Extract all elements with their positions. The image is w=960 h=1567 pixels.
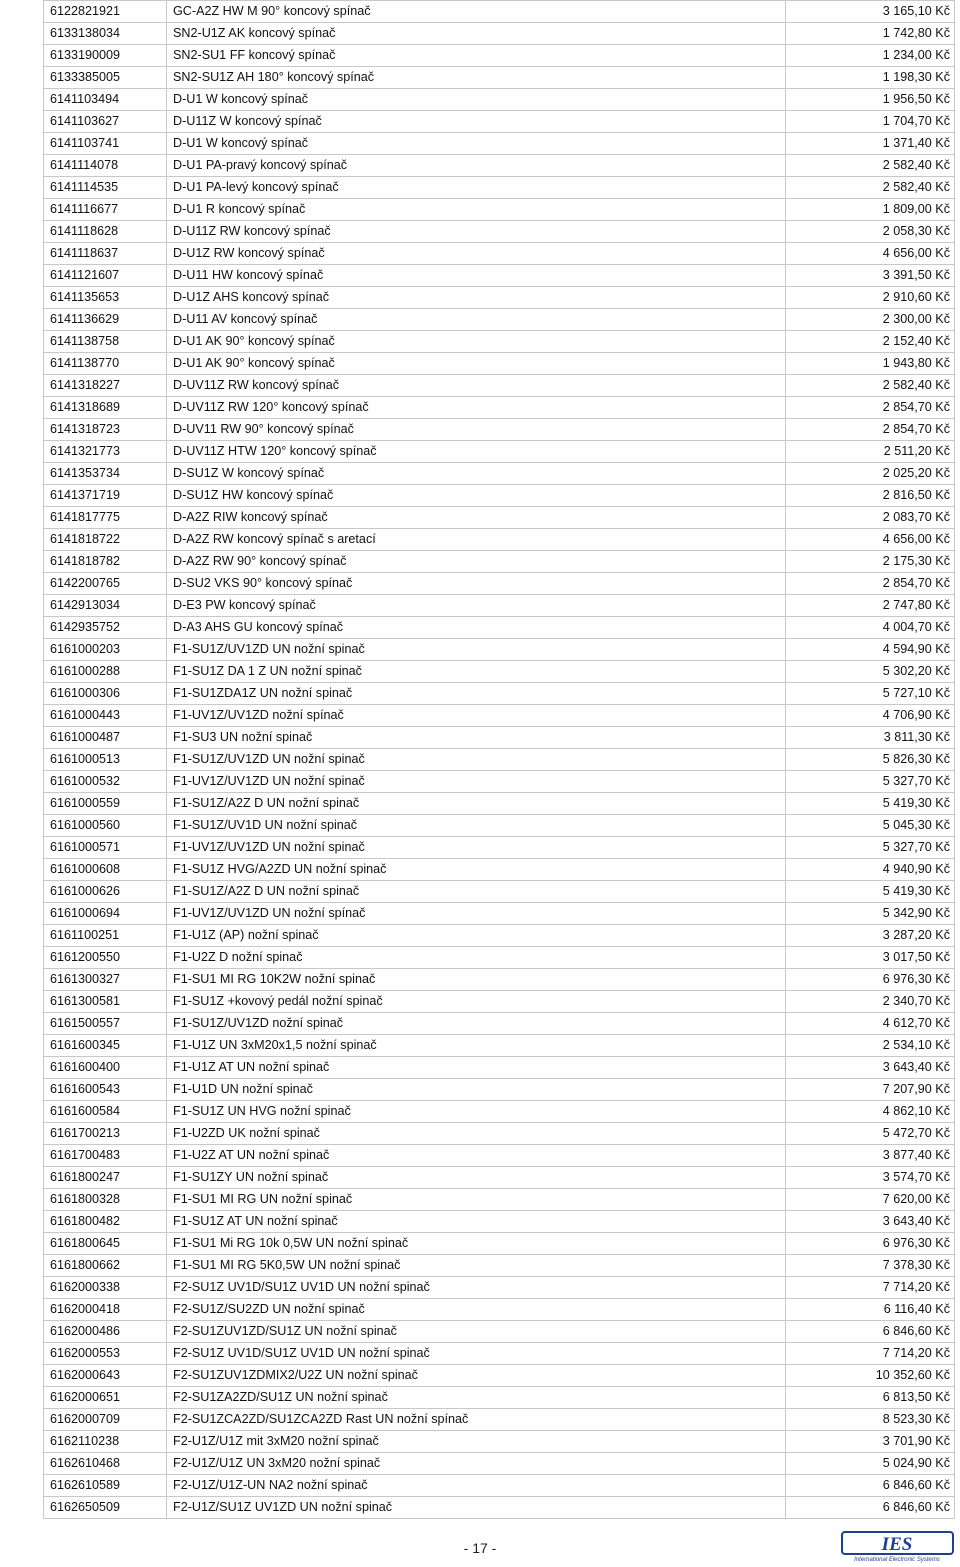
product-description-cell: F1-SU1Z/A2Z D UN nožní spinač xyxy=(167,793,786,815)
product-price-cell: 7 714,20 Kč xyxy=(786,1343,955,1365)
table-row xyxy=(44,991,955,1013)
product-price-cell: 7 714,20 Kč xyxy=(786,1277,955,1299)
product-description-cell: D-U11 AV koncový spínač xyxy=(167,309,786,331)
product-description-cell: F1-SU1Z/UV1ZD UN nožní spinač xyxy=(167,639,786,661)
product-description-cell: F1-SU1 MI RG 5K0,5W UN nožní spinač xyxy=(167,1255,786,1277)
product-description-cell: SN2-SU1 FF koncový spínač xyxy=(167,45,786,67)
product-code-cell: 6161000608 xyxy=(44,859,167,881)
product-code-cell: 6141818782 xyxy=(44,551,167,573)
table-row xyxy=(44,1299,955,1321)
product-code-cell: 6161000487 xyxy=(44,727,167,749)
table-row xyxy=(44,23,955,45)
product-description-cell: D-U11Z W koncový spínač xyxy=(167,111,786,133)
product-price-cell: 5 045,30 Kč xyxy=(786,815,955,837)
product-code-cell: 6133190009 xyxy=(44,45,167,67)
table-row xyxy=(44,485,955,507)
product-code-cell: 6161000626 xyxy=(44,881,167,903)
table-row xyxy=(44,1035,955,1057)
product-description-cell: F1-SU1Z/UV1D UN nožní spinač xyxy=(167,815,786,837)
table-row xyxy=(44,155,955,177)
product-price-cell: 3 391,50 Kč xyxy=(786,265,955,287)
table-row xyxy=(44,837,955,859)
product-price-cell: 5 024,90 Kč xyxy=(786,1453,955,1475)
product-code-cell: 6141118637 xyxy=(44,243,167,265)
product-price-cell: 4 004,70 Kč xyxy=(786,617,955,639)
product-code-cell: 6161300581 xyxy=(44,991,167,1013)
table-row xyxy=(44,265,955,287)
table-row xyxy=(44,1167,955,1189)
product-description-cell: F2-SU1Z UV1D/SU1Z UV1D UN nožní spinač xyxy=(167,1277,786,1299)
product-code-cell: 6162610468 xyxy=(44,1453,167,1475)
table-row xyxy=(44,1497,955,1519)
product-description-cell: F2-SU1ZCA2ZD/SU1ZCA2ZD Rast UN nožní spínač xyxy=(167,1409,786,1431)
product-description-cell: F2-SU1ZUV1ZDMIX2/U2Z UN nožní spinač xyxy=(167,1365,786,1387)
product-price-cell: 7 378,30 Kč xyxy=(786,1255,955,1277)
product-description-cell: D-U1 R koncový spínač xyxy=(167,199,786,221)
product-code-cell: 6162110238 xyxy=(44,1431,167,1453)
table-row xyxy=(44,969,955,991)
product-description-cell: D-SU1Z HW koncový spínač xyxy=(167,485,786,507)
product-description-cell: F1-U1Z (AP) nožní spinač xyxy=(167,925,786,947)
product-description-cell: F2-SU1ZA2ZD/SU1Z UN nožní spinač xyxy=(167,1387,786,1409)
table-row xyxy=(44,507,955,529)
table-row xyxy=(44,771,955,793)
product-price-cell: 2 854,70 Kč xyxy=(786,573,955,595)
product-price-cell: 5 327,70 Kč xyxy=(786,771,955,793)
product-code-cell: 6133138034 xyxy=(44,23,167,45)
logo-text: IES xyxy=(881,1534,913,1555)
product-code-cell: 6141114078 xyxy=(44,155,167,177)
product-code-cell: 6141136629 xyxy=(44,309,167,331)
table-row xyxy=(44,683,955,705)
table-row xyxy=(44,177,955,199)
product-code-cell: 6161700213 xyxy=(44,1123,167,1145)
product-price-cell: 4 940,90 Kč xyxy=(786,859,955,881)
product-description-cell: D-U11Z RW koncový spínač xyxy=(167,221,786,243)
product-code-cell: 6161500557 xyxy=(44,1013,167,1035)
product-price-cell: 5 419,30 Kč xyxy=(786,881,955,903)
product-code-cell: 6162000486 xyxy=(44,1321,167,1343)
product-price-cell: 2 854,70 Kč xyxy=(786,397,955,419)
product-description-cell: F1-SU3 UN nožní spinač xyxy=(167,727,786,749)
table-row xyxy=(44,133,955,155)
product-code-cell: 6161000203 xyxy=(44,639,167,661)
product-code-cell: 6141371719 xyxy=(44,485,167,507)
product-description-cell: F2-U1Z/U1Z UN 3xM20 nožní spinač xyxy=(167,1453,786,1475)
product-price-cell: 7 620,00 Kč xyxy=(786,1189,955,1211)
product-description-cell: F2-SU1ZUV1ZD/SU1Z UN nožní spinač xyxy=(167,1321,786,1343)
product-code-cell: 6162000338 xyxy=(44,1277,167,1299)
product-description-cell: D-U1 PA-pravý koncový spínač xyxy=(167,155,786,177)
product-price-cell: 3 643,40 Kč xyxy=(786,1057,955,1079)
product-code-cell: 6161000513 xyxy=(44,749,167,771)
product-description-cell: SN2-SU1Z AH 180° koncový spínač xyxy=(167,67,786,89)
product-description-cell: D-SU2 VKS 90° koncový spínač xyxy=(167,573,786,595)
product-price-cell: 6 116,40 Kč xyxy=(786,1299,955,1321)
product-price-cell: 2 582,40 Kč xyxy=(786,375,955,397)
product-description-cell: F2-SU1Z UV1D/SU1Z UV1D UN nožní spinač xyxy=(167,1343,786,1365)
product-description-cell: SN2-U1Z AK koncový spínač xyxy=(167,23,786,45)
table-row xyxy=(44,111,955,133)
table-row xyxy=(44,287,955,309)
table-row xyxy=(44,639,955,661)
product-description-cell: D-U1 W koncový spínač xyxy=(167,89,786,111)
product-description-cell: D-E3 PW koncový spínač xyxy=(167,595,786,617)
table-row xyxy=(44,309,955,331)
product-code-cell: 6161800247 xyxy=(44,1167,167,1189)
product-code-cell: 6141118628 xyxy=(44,221,167,243)
product-code-cell: 6141116677 xyxy=(44,199,167,221)
product-code-cell: 6161000560 xyxy=(44,815,167,837)
product-description-cell: F1-SU1Z/UV1ZD UN nožní spinač xyxy=(167,749,786,771)
product-description-cell: D-U1 AK 90° koncový spínač xyxy=(167,331,786,353)
table-row xyxy=(44,1101,955,1123)
product-code-cell: 6161600584 xyxy=(44,1101,167,1123)
product-code-cell: 6162610589 xyxy=(44,1475,167,1497)
product-code-cell: 6141321773 xyxy=(44,441,167,463)
product-price-cell: 2 340,70 Kč xyxy=(786,991,955,1013)
product-price-cell: 2 582,40 Kč xyxy=(786,177,955,199)
product-description-cell: D-A3 AHS GU koncový spínač xyxy=(167,617,786,639)
product-price-cell: 2 511,20 Kč xyxy=(786,441,955,463)
product-price-cell: 1 956,50 Kč xyxy=(786,89,955,111)
table-row xyxy=(44,661,955,683)
product-description-cell: D-A2Z RW 90° koncový spínač xyxy=(167,551,786,573)
table-row xyxy=(44,441,955,463)
product-price-cell: 1 198,30 Kč xyxy=(786,67,955,89)
table-row xyxy=(44,1079,955,1101)
table-row xyxy=(44,45,955,67)
product-price-cell: 4 612,70 Kč xyxy=(786,1013,955,1035)
table-row xyxy=(44,1321,955,1343)
table-row xyxy=(44,749,955,771)
product-price-cell: 4 594,90 Kč xyxy=(786,639,955,661)
table-row xyxy=(44,1145,955,1167)
product-price-cell: 2 083,70 Kč xyxy=(786,507,955,529)
table-row xyxy=(44,925,955,947)
product-code-cell: 6161000306 xyxy=(44,683,167,705)
page-number: - 17 - xyxy=(463,1540,497,1556)
product-price-cell: 6 846,60 Kč xyxy=(786,1321,955,1343)
product-code-cell: 6161000443 xyxy=(44,705,167,727)
product-price-cell: 6 813,50 Kč xyxy=(786,1387,955,1409)
product-price-cell: 6 976,30 Kč xyxy=(786,969,955,991)
product-code-cell: 6141318227 xyxy=(44,375,167,397)
product-code-cell: 6161000559 xyxy=(44,793,167,815)
product-code-cell: 6162000418 xyxy=(44,1299,167,1321)
product-price-cell: 2 854,70 Kč xyxy=(786,419,955,441)
product-price-cell: 3 574,70 Kč xyxy=(786,1167,955,1189)
product-price-cell: 4 656,00 Kč xyxy=(786,243,955,265)
product-code-cell: 6141318689 xyxy=(44,397,167,419)
product-description-cell: D-U1Z RW koncový spínač xyxy=(167,243,786,265)
table-row xyxy=(44,1453,955,1475)
product-code-cell: 6133385005 xyxy=(44,67,167,89)
product-price-cell: 4 862,10 Kč xyxy=(786,1101,955,1123)
table-row xyxy=(44,1189,955,1211)
product-price-cell: 2 816,50 Kč xyxy=(786,485,955,507)
table-row xyxy=(44,331,955,353)
product-price-cell: 2 582,40 Kč xyxy=(786,155,955,177)
product-price-cell: 2 058,30 Kč xyxy=(786,221,955,243)
table-row xyxy=(44,793,955,815)
product-code-cell: 6161000532 xyxy=(44,771,167,793)
product-price-cell: 5 727,10 Kč xyxy=(786,683,955,705)
product-description-cell: F2-SU1Z/SU2ZD UN nožní spinač xyxy=(167,1299,786,1321)
table-row xyxy=(44,1409,955,1431)
table-row xyxy=(44,1013,955,1035)
table-row xyxy=(44,1,955,23)
product-code-cell: 6141103494 xyxy=(44,89,167,111)
table-row xyxy=(44,551,955,573)
product-description-cell: F1-UV1Z/UV1ZD nožní spínač xyxy=(167,705,786,727)
product-description-cell: D-UV11Z HTW 120° koncový spínač xyxy=(167,441,786,463)
product-description-cell: D-U11 HW koncový spínač xyxy=(167,265,786,287)
product-code-cell: 6162000709 xyxy=(44,1409,167,1431)
product-code-cell: 6162000643 xyxy=(44,1365,167,1387)
product-price-cell: 5 472,70 Kč xyxy=(786,1123,955,1145)
product-description-cell: F1-U2Z D nožní spinač xyxy=(167,947,786,969)
product-description-cell: D-U1Z AHS koncový spínač xyxy=(167,287,786,309)
product-price-cell: 6 846,60 Kč xyxy=(786,1475,955,1497)
product-description-cell: F1-U1Z UN 3xM20x1,5 nožní spinač xyxy=(167,1035,786,1057)
product-description-cell: D-UV11 RW 90° koncový spínač xyxy=(167,419,786,441)
product-price-cell: 5 327,70 Kč xyxy=(786,837,955,859)
table-row xyxy=(44,705,955,727)
table-row xyxy=(44,89,955,111)
product-price-cell: 2 747,80 Kč xyxy=(786,595,955,617)
product-price-cell: 1 943,80 Kč xyxy=(786,353,955,375)
product-code-cell: 6141114535 xyxy=(44,177,167,199)
product-price-cell: 3 643,40 Kč xyxy=(786,1211,955,1233)
table-row xyxy=(44,1123,955,1145)
product-description-cell: F1-UV1Z/UV1ZD UN nožní spinač xyxy=(167,771,786,793)
table-row xyxy=(44,1365,955,1387)
table-row xyxy=(44,947,955,969)
product-description-cell: D-U1 W koncový spínač xyxy=(167,133,786,155)
table-row xyxy=(44,595,955,617)
product-code-cell: 6141103627 xyxy=(44,111,167,133)
product-code-cell: 6161800482 xyxy=(44,1211,167,1233)
product-code-cell: 6161600543 xyxy=(44,1079,167,1101)
product-code-cell: 6161300327 xyxy=(44,969,167,991)
product-code-cell: 6141103741 xyxy=(44,133,167,155)
product-code-cell: 6141318723 xyxy=(44,419,167,441)
product-code-cell: 6141817775 xyxy=(44,507,167,529)
price-table xyxy=(43,0,955,1519)
table-row xyxy=(44,1387,955,1409)
table-row xyxy=(44,199,955,221)
table-row xyxy=(44,903,955,925)
product-price-cell: 4 656,00 Kč xyxy=(786,529,955,551)
product-description-cell: F1-SU1ZDA1Z UN nožní spinač xyxy=(167,683,786,705)
product-description-cell: F2-U1Z/U1Z mit 3xM20 nožní spinač xyxy=(167,1431,786,1453)
product-code-cell: 6122821921 xyxy=(44,1,167,23)
product-price-cell: 3 811,30 Kč xyxy=(786,727,955,749)
product-price-cell: 1 742,80 Kč xyxy=(786,23,955,45)
table-row xyxy=(44,397,955,419)
product-code-cell: 6142200765 xyxy=(44,573,167,595)
product-price-cell: 8 523,30 Kč xyxy=(786,1409,955,1431)
table-row xyxy=(44,1431,955,1453)
table-row xyxy=(44,617,955,639)
table-row xyxy=(44,1211,955,1233)
product-price-cell: 3 287,20 Kč xyxy=(786,925,955,947)
product-code-cell: 6161000288 xyxy=(44,661,167,683)
product-price-cell: 7 207,90 Kč xyxy=(786,1079,955,1101)
product-description-cell: D-U1 PA-levý koncový spínač xyxy=(167,177,786,199)
product-code-cell: 6162650509 xyxy=(44,1497,167,1519)
table-row xyxy=(44,815,955,837)
table-row xyxy=(44,67,955,89)
product-price-cell: 3 017,50 Kč xyxy=(786,947,955,969)
product-code-cell: 6161700483 xyxy=(44,1145,167,1167)
product-price-cell: 10 352,60 Kč xyxy=(786,1365,955,1387)
product-code-cell: 6141135653 xyxy=(44,287,167,309)
product-description-cell: D-A2Z RIW koncový spínač xyxy=(167,507,786,529)
product-code-cell: 6141353734 xyxy=(44,463,167,485)
product-price-cell: 1 704,70 Kč xyxy=(786,111,955,133)
product-description-cell: D-UV11Z RW koncový spínač xyxy=(167,375,786,397)
product-description-cell: F1-U2ZD UK nožní spinač xyxy=(167,1123,786,1145)
product-description-cell: F1-U1Z AT UN nožní spinač xyxy=(167,1057,786,1079)
product-price-cell: 3 877,40 Kč xyxy=(786,1145,955,1167)
product-code-cell: 6161100251 xyxy=(44,925,167,947)
product-description-cell: F2-U1Z/U1Z-UN NA2 nožní spinač xyxy=(167,1475,786,1497)
product-price-cell: 1 234,00 Kč xyxy=(786,45,955,67)
product-code-cell: 6141138758 xyxy=(44,331,167,353)
product-price-cell: 3 701,90 Kč xyxy=(786,1431,955,1453)
product-code-cell: 6141818722 xyxy=(44,529,167,551)
product-description-cell: F1-SU1 MI RG UN nožní spinač xyxy=(167,1189,786,1211)
product-description-cell: F1-UV1Z/UV1ZD UN nožní spinač xyxy=(167,837,786,859)
table-row xyxy=(44,727,955,749)
product-description-cell: F1-SU1 MI RG 10K2W nožní spinač xyxy=(167,969,786,991)
product-code-cell: 6161800328 xyxy=(44,1189,167,1211)
table-row xyxy=(44,529,955,551)
product-price-cell: 1 371,40 Kč xyxy=(786,133,955,155)
product-description-cell: F1-U1D UN nožní spinač xyxy=(167,1079,786,1101)
product-price-cell: 3 165,10 Kč xyxy=(786,1,955,23)
product-code-cell: 6141121607 xyxy=(44,265,167,287)
product-code-cell: 6161000571 xyxy=(44,837,167,859)
product-description-cell: F2-U1Z/SU1Z UV1ZD UN nožní spinač xyxy=(167,1497,786,1519)
product-description-cell: F1-SU1ZY UN nožní spinač xyxy=(167,1167,786,1189)
logo-subtitle: International Electronic Systems xyxy=(854,1557,940,1563)
product-code-cell: 6141138770 xyxy=(44,353,167,375)
product-price-cell: 1 809,00 Kč xyxy=(786,199,955,221)
table-row xyxy=(44,1475,955,1497)
product-description-cell: GC-A2Z HW M 90° koncový spínač xyxy=(167,1,786,23)
product-code-cell: 6161600345 xyxy=(44,1035,167,1057)
table-row xyxy=(44,1233,955,1255)
product-description-cell: F1-SU1 Mi RG 10k 0,5W UN nožní spinač xyxy=(167,1233,786,1255)
table-row xyxy=(44,573,955,595)
table-row xyxy=(44,419,955,441)
table-row xyxy=(44,1343,955,1365)
table-row xyxy=(44,353,955,375)
product-price-cell: 2 300,00 Kč xyxy=(786,309,955,331)
product-description-cell: F1-SU1Z/UV1ZD nožní spinač xyxy=(167,1013,786,1035)
table-row xyxy=(44,1277,955,1299)
product-code-cell: 6162000651 xyxy=(44,1387,167,1409)
product-code-cell: 6162000553 xyxy=(44,1343,167,1365)
product-price-cell: 2 175,30 Kč xyxy=(786,551,955,573)
product-description-cell: F1-SU1Z DA 1 Z UN nožní spinač xyxy=(167,661,786,683)
product-price-cell: 2 152,40 Kč xyxy=(786,331,955,353)
product-price-cell: 2 910,60 Kč xyxy=(786,287,955,309)
product-price-cell: 5 826,30 Kč xyxy=(786,749,955,771)
table-row xyxy=(44,859,955,881)
table-row xyxy=(44,463,955,485)
product-price-cell: 2 025,20 Kč xyxy=(786,463,955,485)
table-row xyxy=(44,221,955,243)
product-code-cell: 6161800662 xyxy=(44,1255,167,1277)
product-price-cell: 6 976,30 Kč xyxy=(786,1233,955,1255)
table-row xyxy=(44,375,955,397)
product-description-cell: F1-SU1Z HVG/A2ZD UN nožní spinač xyxy=(167,859,786,881)
product-description-cell: D-UV11Z RW 120° koncový spínač xyxy=(167,397,786,419)
product-description-cell: F1-UV1Z/UV1ZD UN nožní spínač xyxy=(167,903,786,925)
table-row xyxy=(44,1255,955,1277)
product-price-cell: 5 419,30 Kč xyxy=(786,793,955,815)
product-code-cell: 6161200550 xyxy=(44,947,167,969)
product-description-cell: F1-SU1Z UN HVG nožní spinač xyxy=(167,1101,786,1123)
product-description-cell: F1-SU1Z AT UN nožní spinač xyxy=(167,1211,786,1233)
product-price-cell: 6 846,60 Kč xyxy=(786,1497,955,1519)
product-price-cell: 4 706,90 Kč xyxy=(786,705,955,727)
product-code-cell: 6161000694 xyxy=(44,903,167,925)
product-code-cell: 6161800645 xyxy=(44,1233,167,1255)
product-description-cell: F1-U2Z AT UN nožní spinač xyxy=(167,1145,786,1167)
product-description-cell: D-A2Z RW koncový spínač s aretací xyxy=(167,529,786,551)
product-description-cell: D-U1 AK 90° koncový spínač xyxy=(167,353,786,375)
product-code-cell: 6142913034 xyxy=(44,595,167,617)
table-row xyxy=(44,243,955,265)
product-description-cell: F1-SU1Z/A2Z D UN nožní spinač xyxy=(167,881,786,903)
product-code-cell: 6142935752 xyxy=(44,617,167,639)
product-description-cell: F1-SU1Z +kovový pedál nožní spinač xyxy=(167,991,786,1013)
product-price-cell: 2 534,10 Kč xyxy=(786,1035,955,1057)
table-row xyxy=(44,1057,955,1079)
ies-logo xyxy=(840,1530,955,1563)
product-description-cell: D-SU1Z W koncový spínač xyxy=(167,463,786,485)
price-rows xyxy=(44,1,955,1519)
table-row xyxy=(44,881,955,903)
product-price-cell: 5 342,90 Kč xyxy=(786,903,955,925)
product-code-cell: 6161600400 xyxy=(44,1057,167,1079)
product-price-cell: 5 302,20 Kč xyxy=(786,661,955,683)
